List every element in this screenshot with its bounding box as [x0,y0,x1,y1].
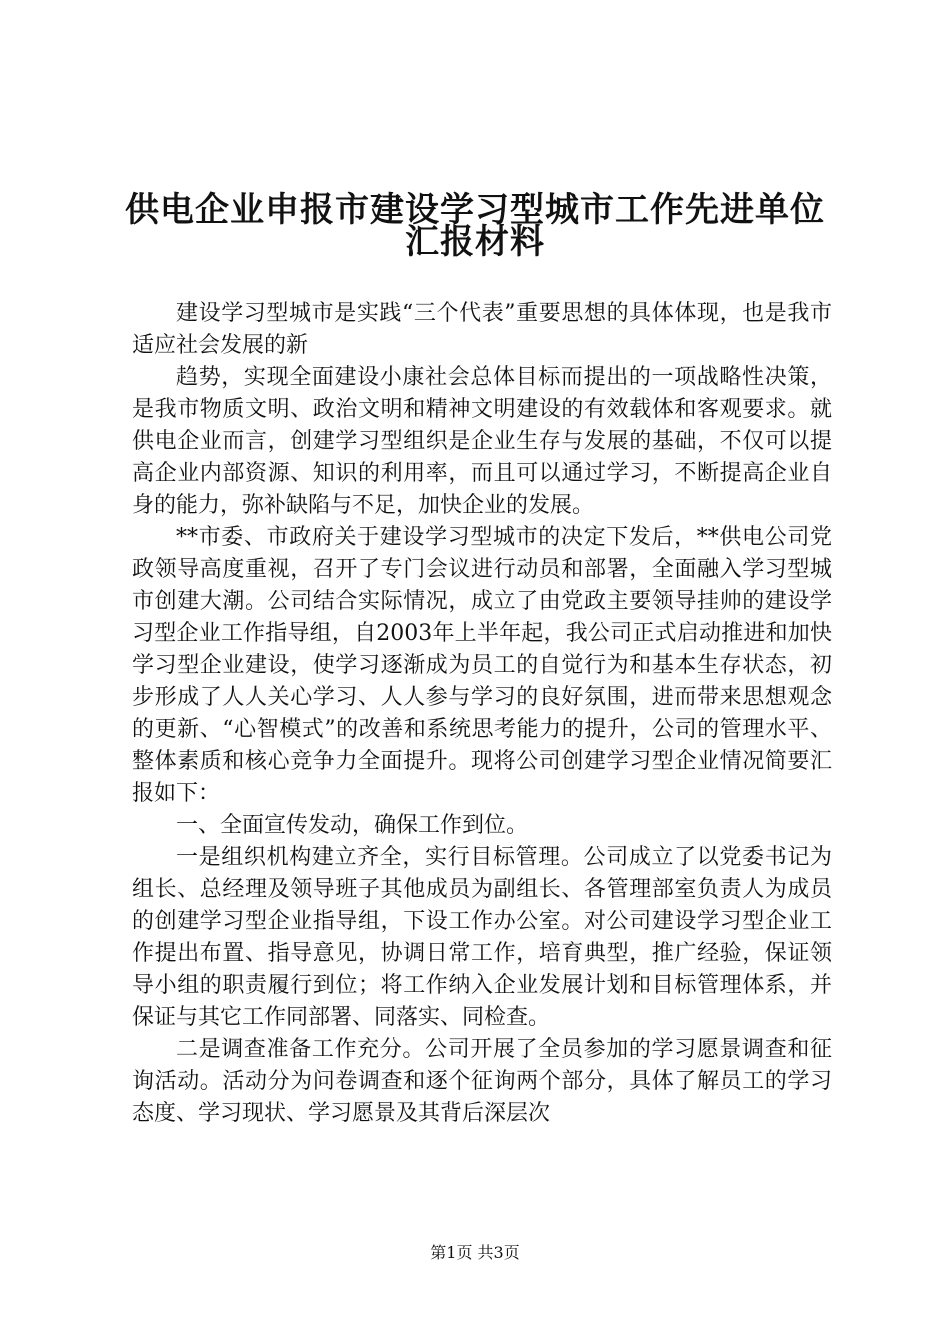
page-footer: 第1页 共3页 [430,1243,520,1262]
document-title-line-2: 汇报材料 [405,222,545,262]
paragraph-5: 二是调查准备工作充分。公司开展了全员参加的学习愿景调查和征询活动。活动分为问卷调查和逐个征询两个部分，具体了解员工的学习态度、学习现状、学习愿景及其背后深层次 [132,1037,832,1126]
document-title-line-1: 供电企业申报市建设学习型城市工作先进单位 [125,190,825,230]
document-body [132,298,832,1130]
section-heading-1: 一、全面宣传发动，确保工作到位。 [176,813,529,838]
paragraph-1: 建设学习型城市是实践“三个代表”重要思想的具体体现，也是我市适应社会发展的新 [132,301,832,358]
paragraph-4: 一是组织机构建立齐全，实行目标管理。公司成立了以党委书记为组长、总经理及领导班子其他成员为副组长、各管理部室负责人为成员的创建学习型企业指导组，下设工作办公室。对公司建设学习型企业工作提出布置、指导意见，协调日常工作，培育典型，推广经验，保证领导小组的职责履行到位；将工作纳入企业发展计划和目标管理体系，并保证与其它工作同部署、同落实、同检查。 [132,845,832,1030]
paragraph-2: 趋势，实现全面建设小康社会总体目标而提出的一项战略性决策，是我市物质文明、政治文明和精神文明建设的有效载体和客观要求。就供电企业而言，创建学习型组织是企业生存与发展的基础，不仅可以提高企业内部资源、知识的利用率，而且可以通过学习，不断提高企业自身的能力，弥补缺陷与不足，加快企业的发展。 [132,365,832,518]
paragraph-3: **市委、市政府关于建设学习型城市的决定下发后，**供电公司党政领导高度重视，召开了专门会议进行动员和部署，全面融入学习型城市创建大潮。公司结合实际情况，成立了由党政主要领导挂帅的建设学习型企业工作指导组，自2003年上半年起，我公司正式启动推进和加快学习型企业建设，使学习逐渐成为员工的自觉行为和基本生存状态，初步形成了人人关心学习、人人参与学习的良好氛围，进而带来思想观念的更新、“心智模式”的改善和系统思考能力的提升，公司的管理水平、整体素质和核心竞争力全面提升。现将公司创建学习型企业情况简要汇报如下： [132,525,832,806]
